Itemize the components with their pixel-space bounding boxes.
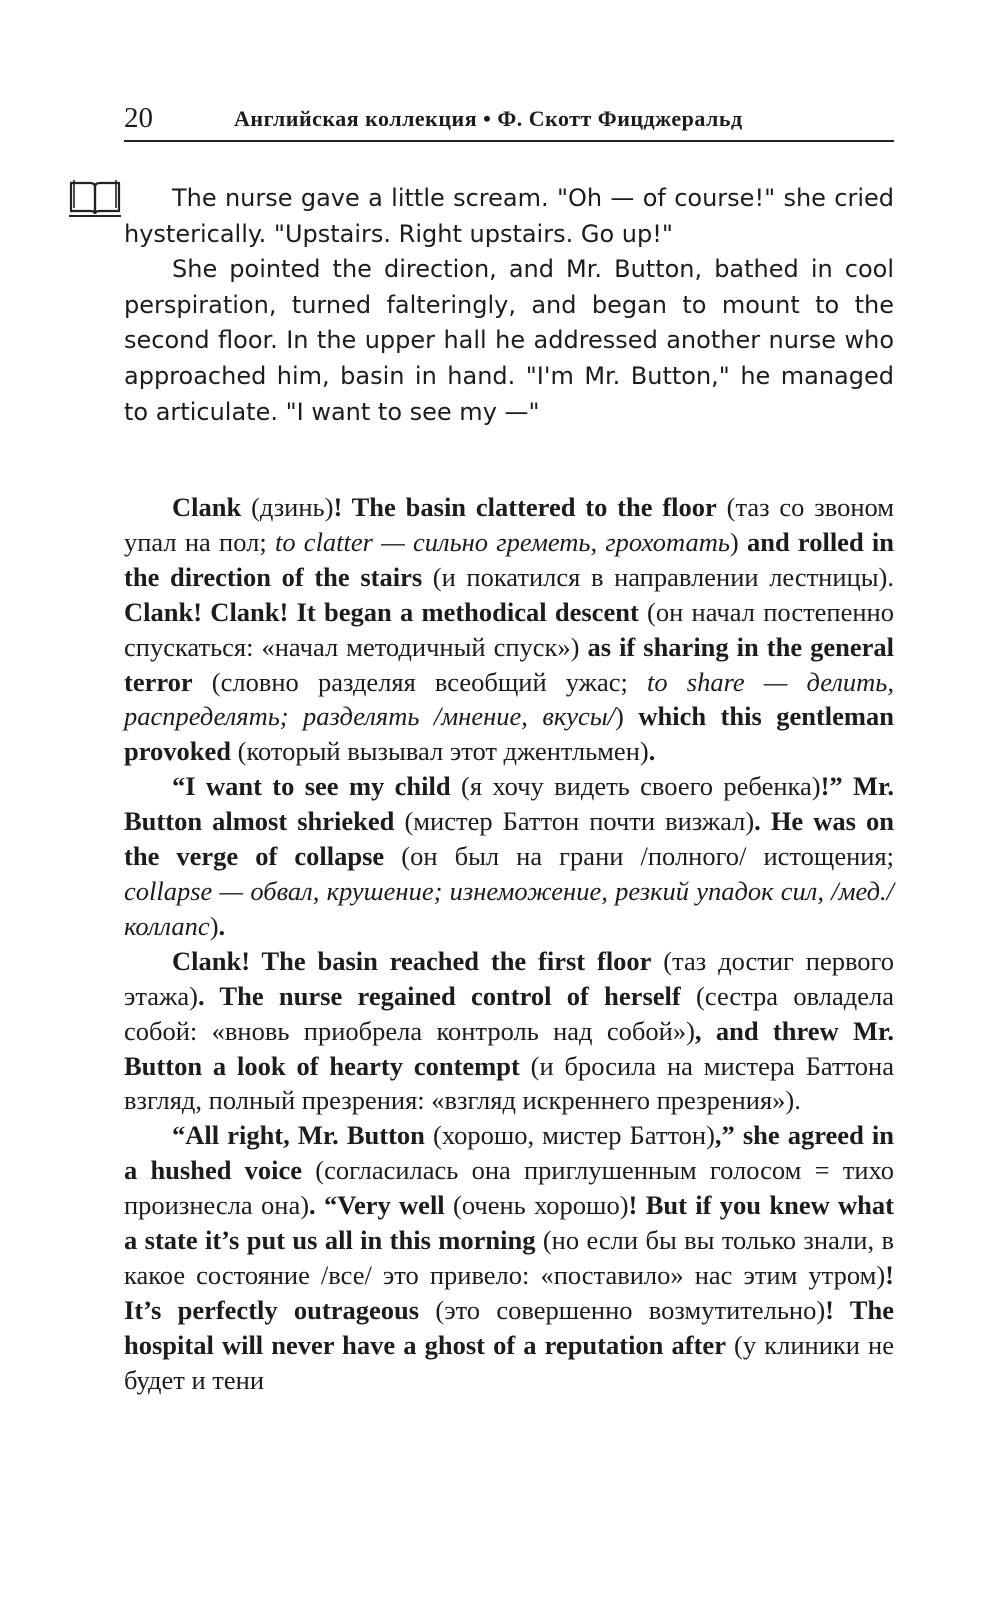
russian-gloss: (таз достиг первого этажа) (124, 945, 895, 1011)
russian-gloss: (словно разделяя всеобщий ужас; (192, 666, 648, 697)
english-phrase: ! But if you knew what a state it’s put us all in this morning (124, 1190, 894, 1256)
russian-gloss: (я хочу видеть своего ребенка) (450, 771, 821, 802)
open-book-icon (68, 178, 122, 218)
russian-gloss: (но если бы вы только знали, в какое состояние /все/ это привело: «поставило» нас этим утром) (124, 1225, 895, 1290)
russian-gloss: (у клиники не будет и тени (124, 1329, 894, 1395)
russian-gloss: (очень хорошо) (444, 1190, 629, 1221)
annotated-paragraph-4 (124, 1118, 894, 1397)
russian-gloss: (мистер Баттон почти визжал) (394, 806, 755, 837)
english-phrase: Clank! Clank! It began a methodical descent (124, 596, 639, 627)
english-phrase: “I want to see my child (172, 771, 451, 802)
russian-gloss: (который вызывал этот джентльмен) (231, 736, 649, 767)
page-header (124, 96, 894, 142)
dictionary-note: to share — делить, распределять; разделять /мнение, вкусы/ (124, 666, 894, 732)
russian-gloss: (сестра овладела собой: «вновь приобрела контроль над собой») (124, 980, 894, 1046)
english-phrase: “All right, Mr. Button (172, 1120, 425, 1151)
english-phrase: , and threw Mr. Button a look of hearty contempt (124, 1015, 894, 1081)
russian-gloss: (и бросила на мистера Баттона взгляд, полный презрения: «взгляд искреннего презрения»). (124, 1050, 894, 1116)
russian-gloss: (и покатился в направлении лестницы). (422, 561, 894, 592)
english-phrase: as if sharing in the general terror (124, 631, 894, 697)
english-phrase: !” Mr. Button almost shrieked (124, 771, 894, 837)
english-phrase: ! It’s perfectly outrageous (124, 1259, 894, 1325)
russian-gloss: (хорошо, мистер Баттон) (424, 1120, 715, 1151)
annotated-paragraph-1 (124, 490, 894, 769)
russian-gloss: ) (209, 910, 219, 941)
annotated-paragraph-3 (124, 944, 894, 1119)
russian-gloss: (он был на грани /полного/ истощения; (384, 841, 894, 872)
english-phrase: . (648, 736, 656, 767)
original-english-excerpt (124, 181, 894, 430)
russian-gloss: (он начал постепенно спускаться: «начал методичный спуск») (124, 596, 894, 662)
original-paragraph-2: She pointed the direction, and Mr. Button, bathed in cool perspiration, turned falteringly, and began to mount to the second floor. In the upper hall he addressed another nurse who approached him, basin in hand. "I'm Mr. Button," he managed to articulate. "I want to see my —" (124, 255, 894, 426)
english-phrase: ! The basin clattered to the floor (333, 492, 717, 522)
english-phrase: . The nurse regained control of herself (197, 980, 681, 1011)
dictionary-note: collapse — обвал, крушение; изнеможение, резкий упадок сил, /мед./ коллапс (124, 875, 894, 941)
english-phrase: ! The hospital will never have a ghost of a reputation after (124, 1294, 894, 1360)
original-paragraph-1: The nurse gave a little scream. "Oh — of course!" she cried hysterically. "Upstairs. Right upstairs. Go up!" (124, 184, 894, 248)
russian-gloss: (таз со звоном упал на пол; (124, 492, 895, 557)
russian-gloss: ) (615, 701, 639, 732)
dictionary-note: to clatter — сильно греметь, грохотать (274, 526, 730, 557)
english-phrase: ,” she agreed in a hushed voice (124, 1120, 894, 1186)
page-number: 20 (124, 102, 153, 134)
english-phrase: . (218, 910, 226, 941)
russian-gloss: (дзинь) (241, 492, 334, 522)
english-phrase: . “Very well (309, 1190, 445, 1221)
english-phrase: . He was on the verge of collapse (124, 806, 894, 872)
annotated-paragraph-2 (124, 769, 894, 944)
russian-gloss: (это совершенно возмутительно) (419, 1294, 826, 1325)
russian-gloss: ) (729, 526, 747, 557)
english-phrase: and rolled in the direction of the stairs (124, 526, 895, 592)
running-title: Английская коллекция • Ф. Скотт Фицджеральд (234, 106, 743, 131)
english-phrase: Clank (172, 492, 242, 522)
english-phrase: which this gentleman provoked (124, 701, 894, 767)
russian-gloss: (согласилась она приглушенным голосом = тихо произнесла она) (124, 1155, 894, 1221)
annotated-translation-text (124, 490, 894, 1398)
english-phrase: Clank! The basin reached the first floor (172, 945, 652, 976)
